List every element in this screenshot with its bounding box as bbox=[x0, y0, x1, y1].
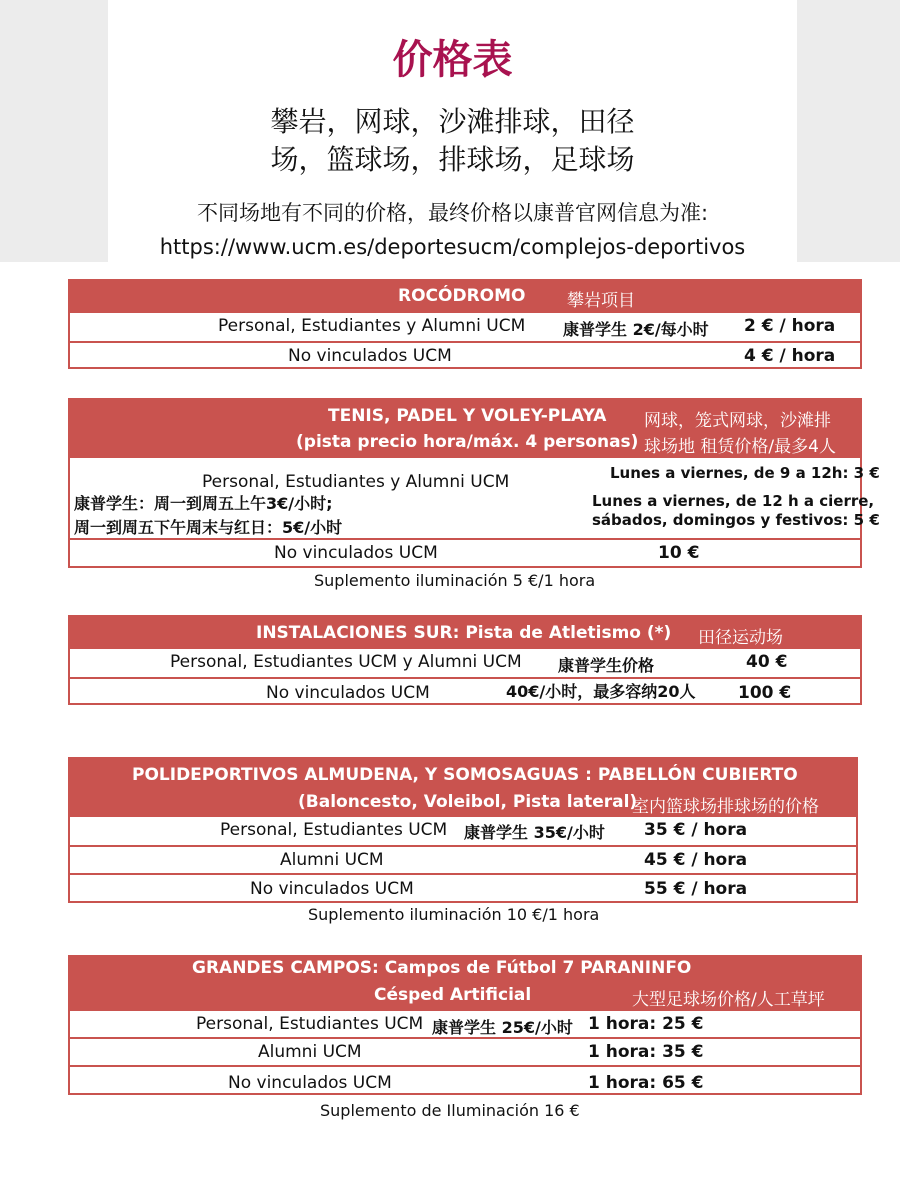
row-price: 45 € / hora bbox=[644, 850, 748, 870]
row-price-line-2: Lunes a viernes, de 12 h a cierre, bbox=[592, 492, 875, 510]
subtitle-line-2: 场，篮球场，排球场，足球场 bbox=[270, 143, 635, 176]
row-label: Personal, Estudiantes y Alumni UCM bbox=[218, 316, 526, 336]
atletismo-title-zh: 田径运动场 bbox=[698, 628, 783, 648]
row-label: Personal, Estudiantes UCM bbox=[196, 1014, 424, 1034]
row-price: 1 hora: 35 € bbox=[588, 1042, 704, 1062]
row-price: 1 hora: 25 € bbox=[588, 1014, 704, 1034]
row-label: No vinculados UCM bbox=[266, 683, 430, 703]
table-row bbox=[70, 677, 860, 705]
row-note-zh: 40€/小时，最多容纳20人 bbox=[506, 682, 696, 701]
table-row bbox=[70, 1037, 860, 1065]
table-row bbox=[70, 1065, 860, 1093]
tenis-title-zh-line-1: 网球，笼式网球，沙滩排 bbox=[644, 411, 831, 431]
row-price: 10 € bbox=[658, 543, 700, 563]
tenis-table bbox=[68, 398, 880, 568]
row-label: Personal, Estudiantes UCM y Alumni UCM bbox=[170, 652, 522, 672]
grandes-campos-table bbox=[68, 955, 862, 1095]
row-price-line-1: Lunes a viernes, de 9 a 12h: 3 € bbox=[610, 464, 880, 482]
table-row bbox=[70, 1009, 860, 1037]
row-price: 35 € / hora bbox=[644, 820, 748, 840]
subtitle-line-1: 攀岩，网球，沙滩排球，田径 bbox=[270, 105, 635, 138]
atletismo-table bbox=[68, 615, 862, 705]
atletismo-title: INSTALACIONES SUR: Pista de Atletismo (*) bbox=[256, 623, 672, 643]
row-label: No vinculados UCM bbox=[228, 1073, 392, 1093]
tenis-title-zh-line-2: 球场地 租赁价格/最多4人 bbox=[644, 437, 836, 457]
row-label: Personal, Estudiantes UCM bbox=[220, 820, 448, 840]
tenis-title-line-1: TENIS, PADEL Y VOLEY-PLAYA bbox=[328, 406, 607, 426]
row-label: Personal, Estudiantes y Alumni UCM bbox=[202, 472, 510, 492]
table-row bbox=[70, 845, 856, 873]
row-price-line-3: sábados, domingos y festivos: 5 € bbox=[592, 511, 880, 529]
page-subtitle bbox=[108, 103, 797, 179]
polideportivos-table bbox=[68, 757, 858, 903]
row-note-zh: 康普学生价格 bbox=[558, 656, 655, 675]
grandes-title-zh: 大型足球场价格/人工草坪 bbox=[632, 990, 825, 1010]
tenis-supplement: Suplemento iluminación 5 €/1 hora bbox=[314, 571, 596, 590]
rocodromo-header bbox=[70, 281, 860, 311]
row-label: No vinculados UCM bbox=[274, 543, 438, 563]
polideportivos-header bbox=[70, 759, 856, 817]
table-row bbox=[70, 873, 856, 901]
polideportivos-title-line-1: POLIDEPORTIVOS ALMUDENA, Y SOMOSAGUAS : PABELLÓN CUBIERTO bbox=[132, 765, 798, 785]
table-row bbox=[70, 458, 880, 538]
page-title: 价格表 bbox=[392, 37, 513, 83]
row-label: No vinculados UCM bbox=[250, 879, 414, 899]
tenis-header bbox=[70, 400, 860, 458]
row-note-zh: 康普学生 2€/每小时 bbox=[563, 320, 709, 339]
tenis-title-line-2: (pista precio hora/máx. 4 personas) bbox=[296, 432, 639, 452]
row-price: 100 € bbox=[738, 683, 792, 703]
row-price: 55 € / hora bbox=[644, 879, 748, 899]
atletismo-header bbox=[70, 617, 860, 647]
row-price: 1 hora: 65 € bbox=[588, 1073, 704, 1093]
price-note bbox=[88, 196, 817, 264]
table-row bbox=[70, 538, 860, 566]
row-label: Alumni UCM bbox=[280, 850, 384, 870]
note-url: https://www.ucm.es/deportesucm/complejos-deportivos bbox=[159, 235, 746, 259]
row-note-zh-line-1: 康普学生：周一到周五上午3€/小时; bbox=[74, 494, 333, 513]
grandes-campos-header bbox=[70, 957, 860, 1009]
row-price: 2 € / hora bbox=[744, 316, 836, 336]
rocodromo-table bbox=[68, 279, 862, 369]
polideportivos-title-line-2: (Baloncesto, Voleibol, Pista lateral) bbox=[298, 792, 638, 812]
header-card bbox=[108, 0, 797, 262]
row-note-zh: 康普学生 25€/小时 bbox=[432, 1018, 573, 1037]
table-row bbox=[70, 647, 860, 677]
note-line-1: 不同场地有不同的价格，最终价格以康普官网信息为准: bbox=[196, 201, 709, 225]
row-price: 4 € / hora bbox=[744, 346, 836, 366]
polideportivos-title-zh: 室内篮球场排球场的价格 bbox=[632, 797, 819, 817]
rocodromo-title: ROCÓDROMO bbox=[398, 286, 526, 306]
row-label: No vinculados UCM bbox=[288, 346, 452, 366]
grandes-supplement: Suplemento de Iluminación 16 € bbox=[320, 1101, 580, 1120]
table-row bbox=[70, 311, 860, 341]
table-row bbox=[70, 817, 856, 845]
row-note-zh-line-2: 周一到周五下午周末与红日：5€/小时 bbox=[74, 518, 343, 537]
grandes-title-line-2: Césped Artificial bbox=[374, 985, 532, 1005]
row-note-zh: 康普学生 35€/小时 bbox=[464, 823, 605, 842]
grandes-title-line-1: GRANDES CAMPOS: Campos de Fútbol 7 PARANINFO bbox=[192, 958, 692, 978]
row-price: 40 € bbox=[746, 652, 788, 672]
row-label: Alumni UCM bbox=[258, 1042, 362, 1062]
polideportivos-supplement: Suplemento iluminación 10 €/1 hora bbox=[308, 905, 600, 924]
rocodromo-title-zh: 攀岩项目 bbox=[567, 291, 635, 311]
table-row bbox=[70, 341, 860, 369]
